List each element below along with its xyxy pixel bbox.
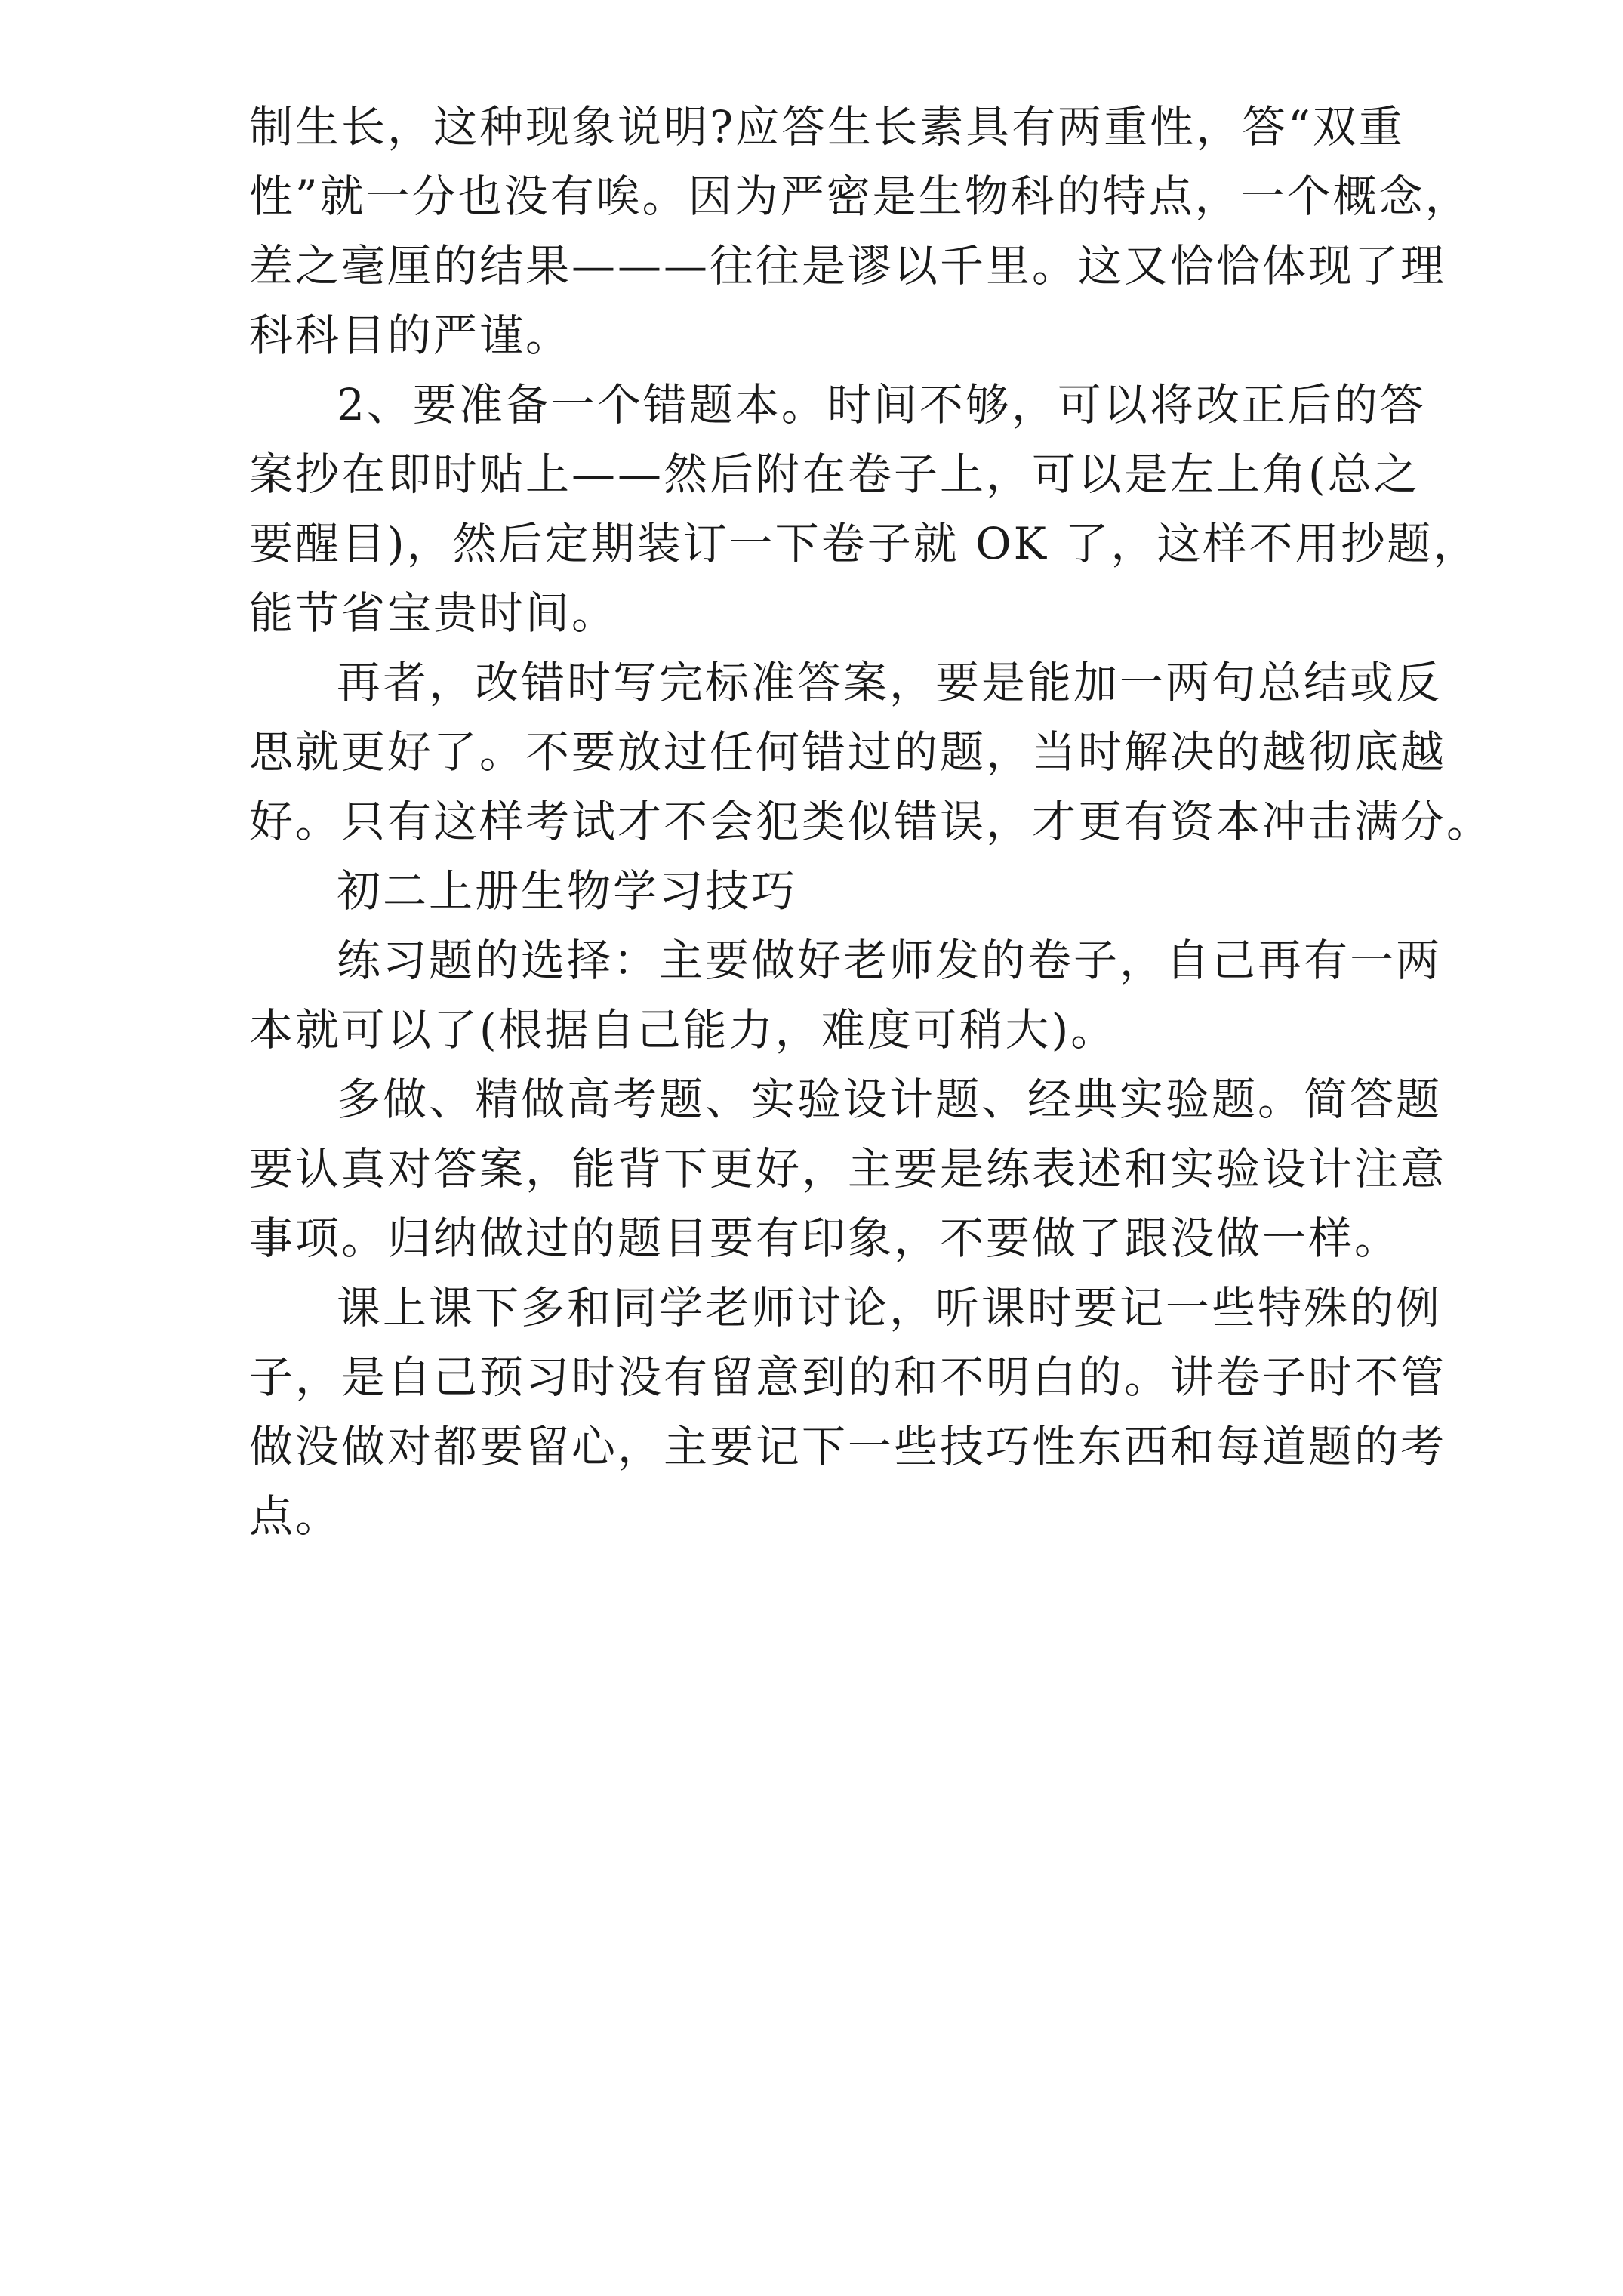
- text-line: 思就更好了。不要放过任何错过的题，当时解决的越彻底越: [249, 726, 1447, 778]
- paragraph-first-line: 多做、精做高考题、实验设计题、经典实验题。简答题: [337, 1074, 1443, 1125]
- text-line: 做没做对都要留心，主要记下一些技巧性东西和每道题的考: [249, 1421, 1447, 1472]
- text-line: 制生长，这种现象说明?应答生长素具有两重性，答“双重: [249, 101, 1405, 153]
- text-line: 本就可以了(根据自己能力，难度可稍大)。: [249, 1004, 1117, 1056]
- section-heading: 初二上册生物学习技巧: [337, 865, 798, 917]
- paragraph-first-line: 课上课下多和同学老师讨论，听课时要记一些特殊的例: [337, 1282, 1443, 1333]
- text-line: 要认真对答案，能背下更好，主要是练表述和实验设计注意: [249, 1143, 1447, 1194]
- paragraph-first-line: 练习题的选择：主要做好老师发的卷子，自己再有一两: [337, 935, 1443, 986]
- text-line: 差之毫厘的结果———往往是谬以千里。这又恰恰体现了理: [249, 240, 1447, 291]
- text-line: 子，是自己预习时没有留意到的和不明白的。讲卷子时不管: [249, 1351, 1447, 1403]
- text-line: 案抄在即时贴上——然后附在卷子上，可以是左上角(总之: [249, 448, 1420, 500]
- text-line: 点。: [249, 1490, 342, 1542]
- text-line: 科科目的严谨。: [249, 310, 572, 361]
- text-line: 能节省宝贵时间。: [249, 587, 618, 639]
- text-line: 性”就一分也没有唉。因为严密是生物科的特点，一个概念，: [249, 171, 1471, 222]
- text-line: 要醒目)，然后定期装订一下卷子就 OK 了，这样不用抄题，: [249, 518, 1480, 569]
- paragraph-first-line: 再者，改错时写完标准答案，要是能加一两句总结或反: [337, 657, 1443, 708]
- paragraph-first-line: 2、要准备一个错题本。时间不够，可以将改正后的答: [337, 379, 1426, 430]
- text-line: 好。只有这样考试才不会犯类似错误，才更有资本冲击满分。: [249, 796, 1493, 847]
- text-line: 事项。归纳做过的题目要有印象，不要做了跟没做一样。: [249, 1213, 1401, 1264]
